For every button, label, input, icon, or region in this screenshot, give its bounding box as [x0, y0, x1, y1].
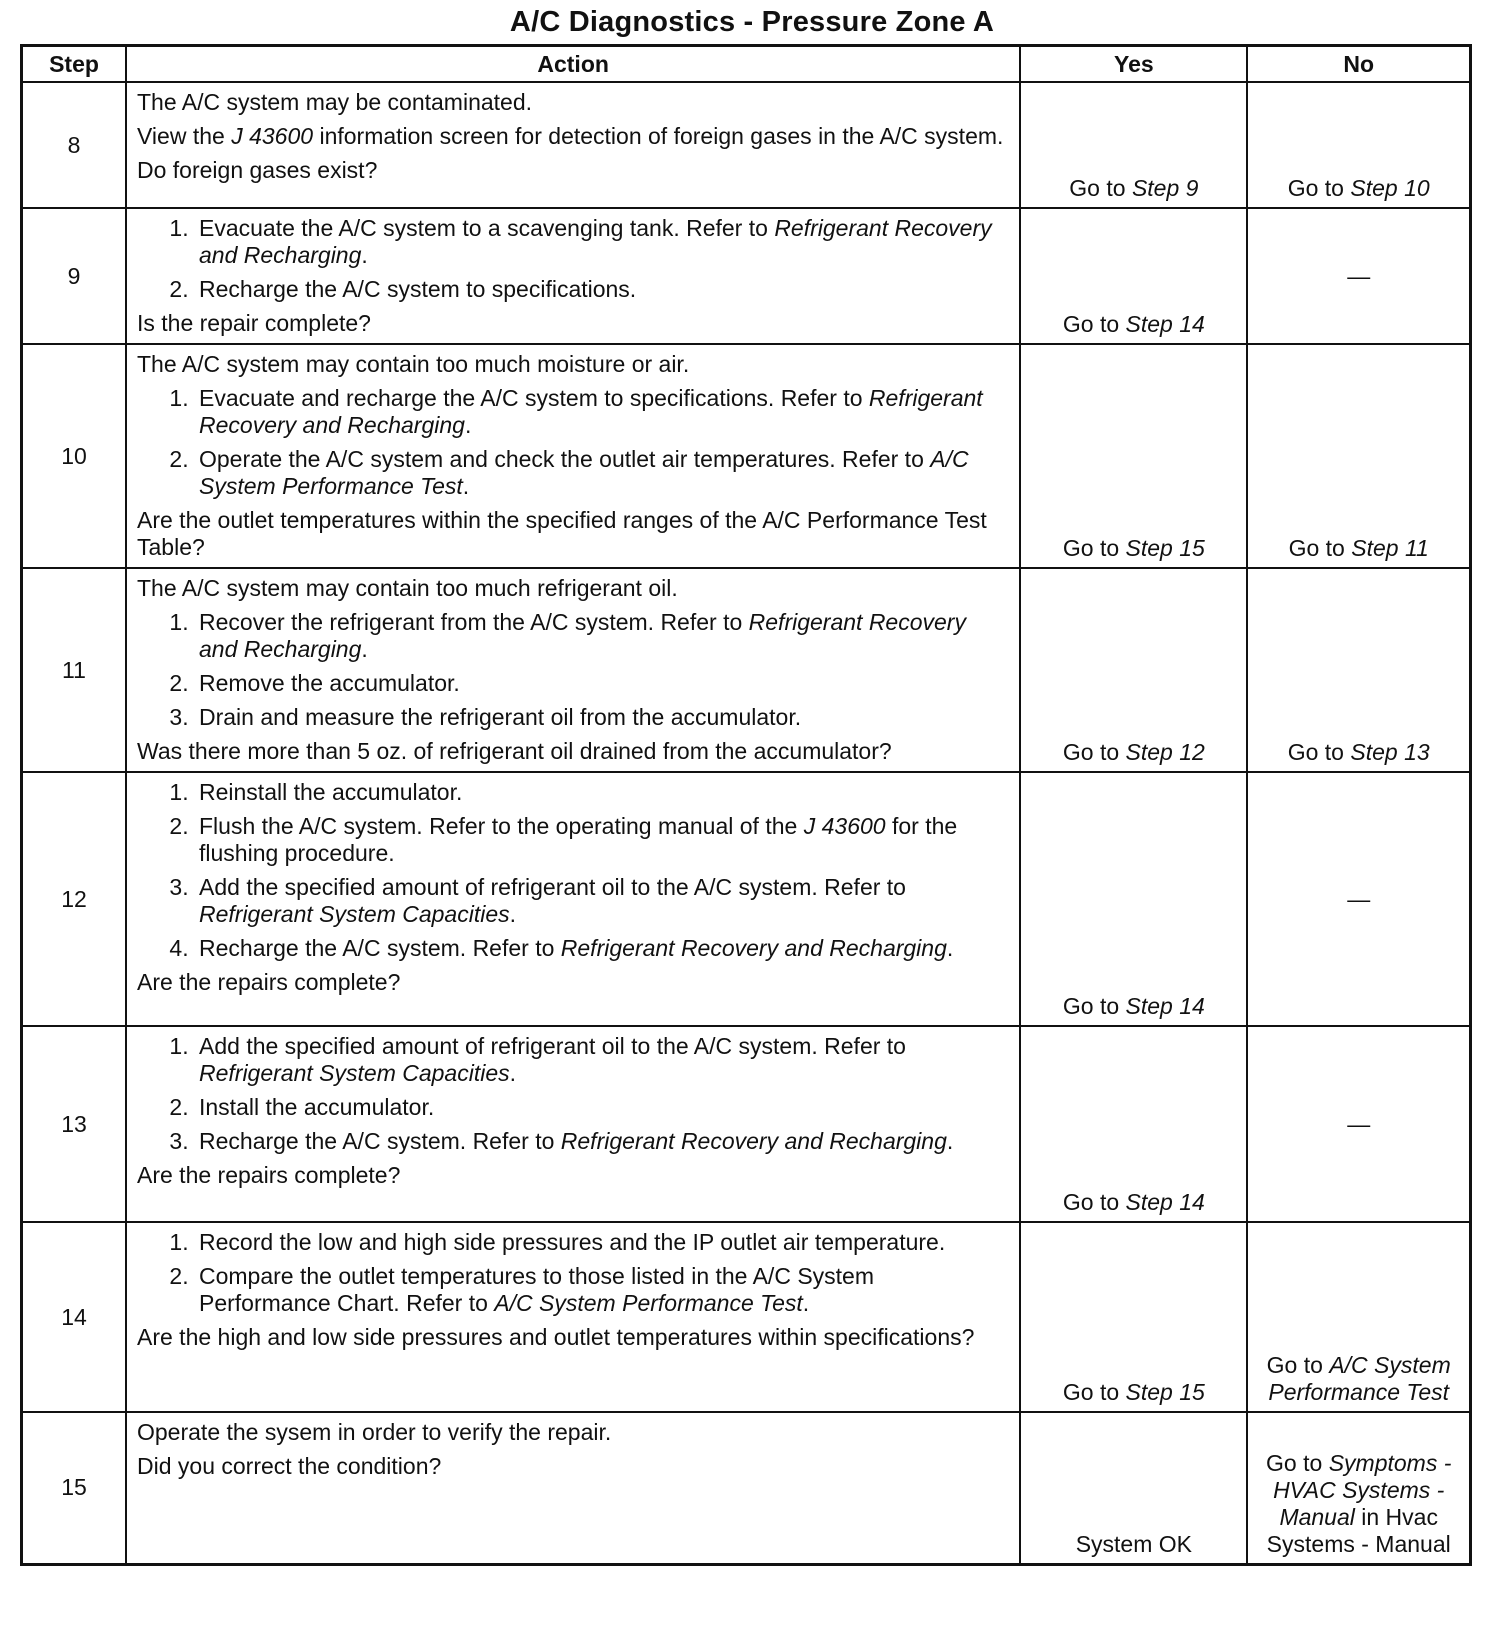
- action-item: 1. Add the specified amount of refrigerant oil to the A/C system. Refer to Refrigerant System Capacities.: [195, 1033, 1009, 1087]
- action-item: 2. Compare the outlet temperatures to those listed in the A/C System Performance Chart. Refer to A/C System Performance Test.: [195, 1263, 1009, 1317]
- table-row: [22, 1222, 1471, 1412]
- action-item: 1. Record the low and high side pressures and the IP outlet air temperature.: [195, 1229, 1009, 1256]
- step-number: 14: [22, 1222, 127, 1412]
- no-cell: Go to A/C System Performance Test: [1247, 1222, 1470, 1412]
- yes-cell: Go to Step 15: [1020, 344, 1247, 568]
- action-intro: The A/C system may contain too much refrigerant oil.: [137, 575, 678, 601]
- no-cell: Go to Symptoms - HVAC Systems - Manual in Hvac Systems - Manual: [1247, 1412, 1470, 1564]
- action-item: 1. Evacuate and recharge the A/C system to specifications. Refer to Refrigerant Recovery and Recharging.: [195, 385, 1009, 439]
- action-item: 2. Install the accumulator.: [195, 1094, 1009, 1121]
- table-row: [22, 208, 1471, 344]
- no-cell: Go to Step 11: [1247, 344, 1470, 568]
- yes-cell: Go to Step 9: [1020, 82, 1247, 208]
- action-question: Was there more than 5 oz. of refrigerant oil drained from the accumulator?: [137, 738, 892, 764]
- action-question: Are the repairs complete?: [137, 1162, 401, 1188]
- yes-cell: Go to Step 14: [1020, 1026, 1247, 1222]
- table-row: [22, 1412, 1471, 1564]
- action-item: 3. Drain and measure the refrigerant oil from the accumulator.: [195, 704, 1009, 731]
- page-title: A/C Diagnostics - Pressure Zone A: [509, 6, 995, 38]
- action-item: 1. Evacuate the A/C system to a scavenging tank. Refer to Refrigerant Recovery and Recharging.: [195, 215, 1009, 269]
- action-item: 3. Recharge the A/C system. Refer to Refrigerant Recovery and Recharging.: [195, 1128, 1009, 1155]
- diagnostic-table: [20, 44, 1472, 1566]
- action-question: Is the repair complete?: [137, 310, 371, 336]
- yes-cell: Go to Step 15: [1020, 1222, 1247, 1412]
- step-number: 9: [22, 208, 127, 344]
- header-no: No: [1247, 46, 1470, 83]
- table-row: [22, 344, 1471, 568]
- action-question: Do foreign gases exist?: [137, 157, 378, 183]
- yes-cell: Go to Step 14: [1020, 772, 1247, 1026]
- action-question: Are the outlet temperatures within the specified ranges of the A/C Performance Test Table?: [137, 507, 987, 560]
- action-instruction: View the J 43600 information screen for detection of foreign gases in the A/C system.: [137, 123, 1004, 149]
- action-item: 2. Operate the A/C system and check the outlet air temperatures. Refer to A/C System Performance Test.: [195, 446, 1009, 500]
- yes-cell: Go to Step 12: [1020, 568, 1247, 772]
- table-row: [22, 772, 1471, 1026]
- action-cell: [126, 1026, 1020, 1222]
- yes-cell: Go to Step 14: [1020, 208, 1247, 344]
- action-intro: Operate the sysem in order to verify the repair.: [137, 1419, 612, 1445]
- table-row: [22, 568, 1471, 772]
- no-cell: —: [1247, 1026, 1470, 1222]
- action-question: Are the repairs complete?: [137, 969, 401, 995]
- table-row: [22, 82, 1471, 208]
- action-cell: [126, 208, 1020, 344]
- header-row: [22, 46, 1471, 83]
- action-item: 1. Reinstall the accumulator.: [195, 779, 1009, 806]
- step-number: 10: [22, 344, 127, 568]
- action-cell: [126, 82, 1020, 208]
- action-cell: [126, 344, 1020, 568]
- action-item: 3. Add the specified amount of refrigerant oil to the A/C system. Refer to Refrigerant System Capacities.: [195, 874, 1009, 928]
- action-intro: The A/C system may be contaminated.: [137, 89, 533, 115]
- step-number: 13: [22, 1026, 127, 1222]
- step-number: 8: [22, 82, 127, 208]
- table-row: [22, 1026, 1471, 1222]
- no-cell: —: [1247, 772, 1470, 1026]
- no-cell: —: [1247, 208, 1470, 344]
- step-number: 15: [22, 1412, 127, 1564]
- yes-cell: System OK: [1020, 1412, 1247, 1564]
- header-yes: Yes: [1020, 46, 1247, 83]
- header-step: Step: [22, 46, 127, 83]
- action-item: 2. Recharge the A/C system to specifications.: [195, 276, 1009, 303]
- action-item: 4. Recharge the A/C system. Refer to Refrigerant Recovery and Recharging.: [195, 935, 1009, 962]
- step-number: 12: [22, 772, 127, 1026]
- step-number: 11: [22, 568, 127, 772]
- action-cell: [126, 1412, 1020, 1564]
- action-question: Are the high and low side pressures and outlet temperatures within specifications?: [137, 1324, 975, 1350]
- action-item: 2. Flush the A/C system. Refer to the operating manual of the J 43600 for the flushing procedure.: [195, 813, 1009, 867]
- header-action: Action: [126, 46, 1020, 83]
- action-intro: The A/C system may contain too much moisture or air.: [137, 351, 690, 377]
- no-cell: Go to Step 10: [1247, 82, 1470, 208]
- action-cell: [126, 568, 1020, 772]
- action-cell: [126, 772, 1020, 1026]
- action-question: Did you correct the condition?: [137, 1453, 442, 1479]
- action-item: 2. Remove the accumulator.: [195, 670, 1009, 697]
- action-cell: [126, 1222, 1020, 1412]
- action-item: 1. Recover the refrigerant from the A/C system. Refer to Refrigerant Recovery and Recharging.: [195, 609, 1009, 663]
- no-cell: Go to Step 13: [1247, 568, 1470, 772]
